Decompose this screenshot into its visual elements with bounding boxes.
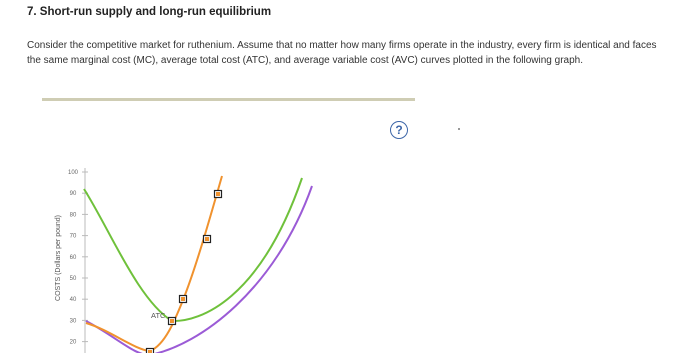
y-tick-label: 60 [69, 254, 77, 261]
y-tick-label: 70 [69, 233, 77, 240]
question-text: Consider the competitive market for ruthenium. Assume that no matter how many firms operate in the industry, every firm is identical and faces the same marginal cost (MC), average total cost (ATC), and average variable cost (AVC) curves plotted in the following graph. [27, 40, 657, 66]
question-title: 7. Short-run supply and long-run equilibrium [27, 6, 272, 18]
y-tick-label: 40 [69, 297, 77, 304]
mc-point-fill [181, 297, 185, 301]
mc-curve [86, 176, 222, 351]
y-tick-label: 20 [69, 339, 77, 346]
y-tick-label: 50 [69, 276, 77, 282]
y-tick-label: 80 [69, 212, 77, 219]
y-tick-label: 100 [67, 170, 79, 176]
y-axis-label: COSTS (Dollars per pound) [55, 215, 62, 301]
y-tick-label: 30 [69, 318, 77, 325]
mc-point-fill [205, 237, 209, 241]
atc-curve-label: ATC [151, 311, 166, 320]
help-icon: ? [395, 123, 403, 137]
y-tick-label: 90 [69, 191, 77, 198]
avc-curve [86, 186, 312, 353]
atc-curve [84, 178, 302, 321]
mc-point-fill [216, 192, 220, 196]
mc-point-fill [170, 319, 174, 323]
